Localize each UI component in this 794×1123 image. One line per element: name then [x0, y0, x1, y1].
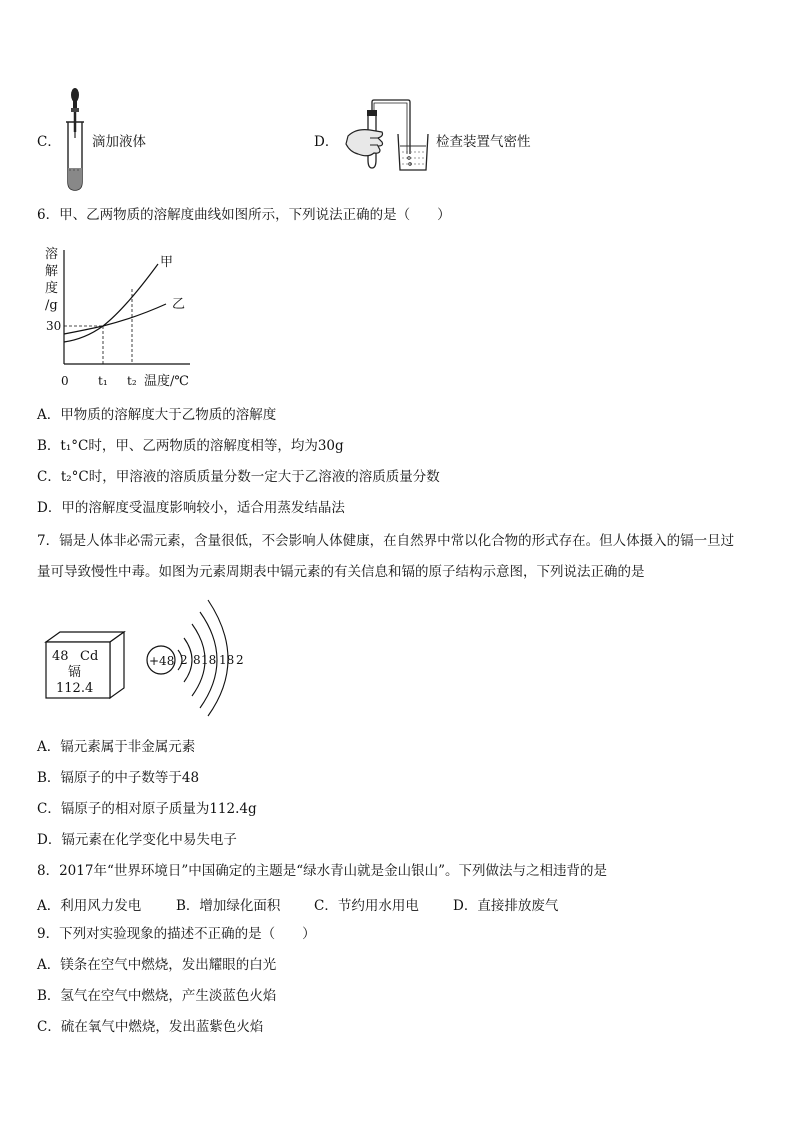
q7-option-c: C．镉原子的相对原子质量为112.4g: [37, 801, 257, 817]
shell-electrons-1: 2: [180, 653, 188, 667]
curve-yi: [64, 304, 166, 334]
q7-option-d: D．镉元素在化学变化中易失电子: [37, 832, 237, 848]
graph-ylabel-unit: /g: [45, 298, 58, 313]
q5-option-c-caption: 滴加液体: [92, 134, 146, 150]
q6-option-c: C．t₂°C时，甲溶液的溶质质量分数一定大于乙溶液的溶质质量分数: [37, 469, 440, 485]
q6-stem: 6．甲、乙两物质的溶解度曲线如图所示，下列说法正确的是（ ）: [37, 207, 451, 223]
solubility-curve-graph: [40, 244, 200, 394]
element-card-cadmium: [40, 630, 130, 702]
q6-option-a: A．甲物质的溶解度大于乙物质的溶解度: [37, 407, 277, 423]
curve-jia: [64, 264, 158, 342]
shell-electrons-4: 18: [219, 653, 235, 667]
graph-origin-label: 0: [61, 374, 69, 388]
q9-option-c: C．硫在氧气中燃烧，发出蓝紫色火焰: [37, 1019, 264, 1035]
q6-option-b: B．t₁°C时，甲、乙两物质的溶解度相等，均为30g: [37, 438, 344, 454]
atomic-structure-diagram: [140, 594, 250, 718]
curve-yi-label: 乙: [172, 297, 186, 312]
nucleus-charge: +48: [149, 654, 175, 668]
q5-option-d-letter: D．: [314, 134, 339, 150]
graph-ylabel-char-1: 溶: [45, 247, 59, 262]
q8-option-d: D．直接排放废气: [453, 898, 559, 914]
q6-option-d: D．甲的溶解度受温度影响较小，适合用蒸发结晶法: [37, 500, 345, 516]
dropper-tube-illustration: [62, 86, 88, 192]
q7-stem-line1: 7．镉是人体非必需元素，含量很低，不会影响人体健康，在自然界中常以化合物的形式存在。但人体摄入的镉一旦过: [37, 533, 735, 549]
airtightness-check-illustration: [338, 98, 434, 174]
graph-xlabel: 温度/℃: [144, 374, 189, 389]
element-atomic-mass: 112.4: [56, 681, 94, 696]
q7-option-a: A．镉元素属于非金属元素: [37, 739, 196, 755]
q8-stem: 8．2017年“世界环境日”中国确定的主题是“绿水青山就是金山银山”。下列做法与之相违背的是: [37, 863, 608, 879]
shell-electrons-3: 18: [201, 653, 217, 667]
element-atomic-number: 48: [52, 649, 69, 664]
shell-electrons-2: 8: [193, 653, 201, 667]
q9-option-b: B．氢气在空气中燃烧，产生淡蓝色火焰: [37, 988, 277, 1004]
q8-option-b: B．增加绿化面积: [176, 898, 281, 914]
q5-option-d-caption: 检查装置气密性: [436, 134, 531, 150]
graph-t1-label: t₁: [98, 374, 108, 388]
q8-option-a: A．利用风力发电: [37, 898, 142, 914]
element-symbol: Cd: [80, 649, 99, 664]
q7-option-b: B．镉原子的中子数等于48: [37, 770, 200, 786]
q9-option-a: A．镁条在空气中燃烧，发出耀眼的白光: [37, 957, 277, 973]
shell-electrons-5: 2: [236, 653, 244, 667]
q7-stem-line2: 量可导致慢性中毒。如图为元素周期表中镉元素的有关信息和镉的原子结构示意图，下列说法正确的是: [37, 564, 645, 580]
graph-ylabel-char-3: 度: [45, 281, 59, 296]
q9-stem: 9．下列对实验现象的描述不正确的是（ ）: [37, 926, 316, 942]
element-name: 镉: [68, 665, 82, 680]
graph-t2-label: t₂: [127, 374, 137, 388]
graph-ylabel-char-2: 解: [45, 264, 59, 279]
q8-option-c: C．节约用水用电: [314, 898, 419, 914]
q5-option-c-letter: C．: [37, 134, 61, 150]
graph-y-tick-30: 30: [46, 319, 62, 333]
curve-jia-label: 甲: [160, 255, 174, 270]
